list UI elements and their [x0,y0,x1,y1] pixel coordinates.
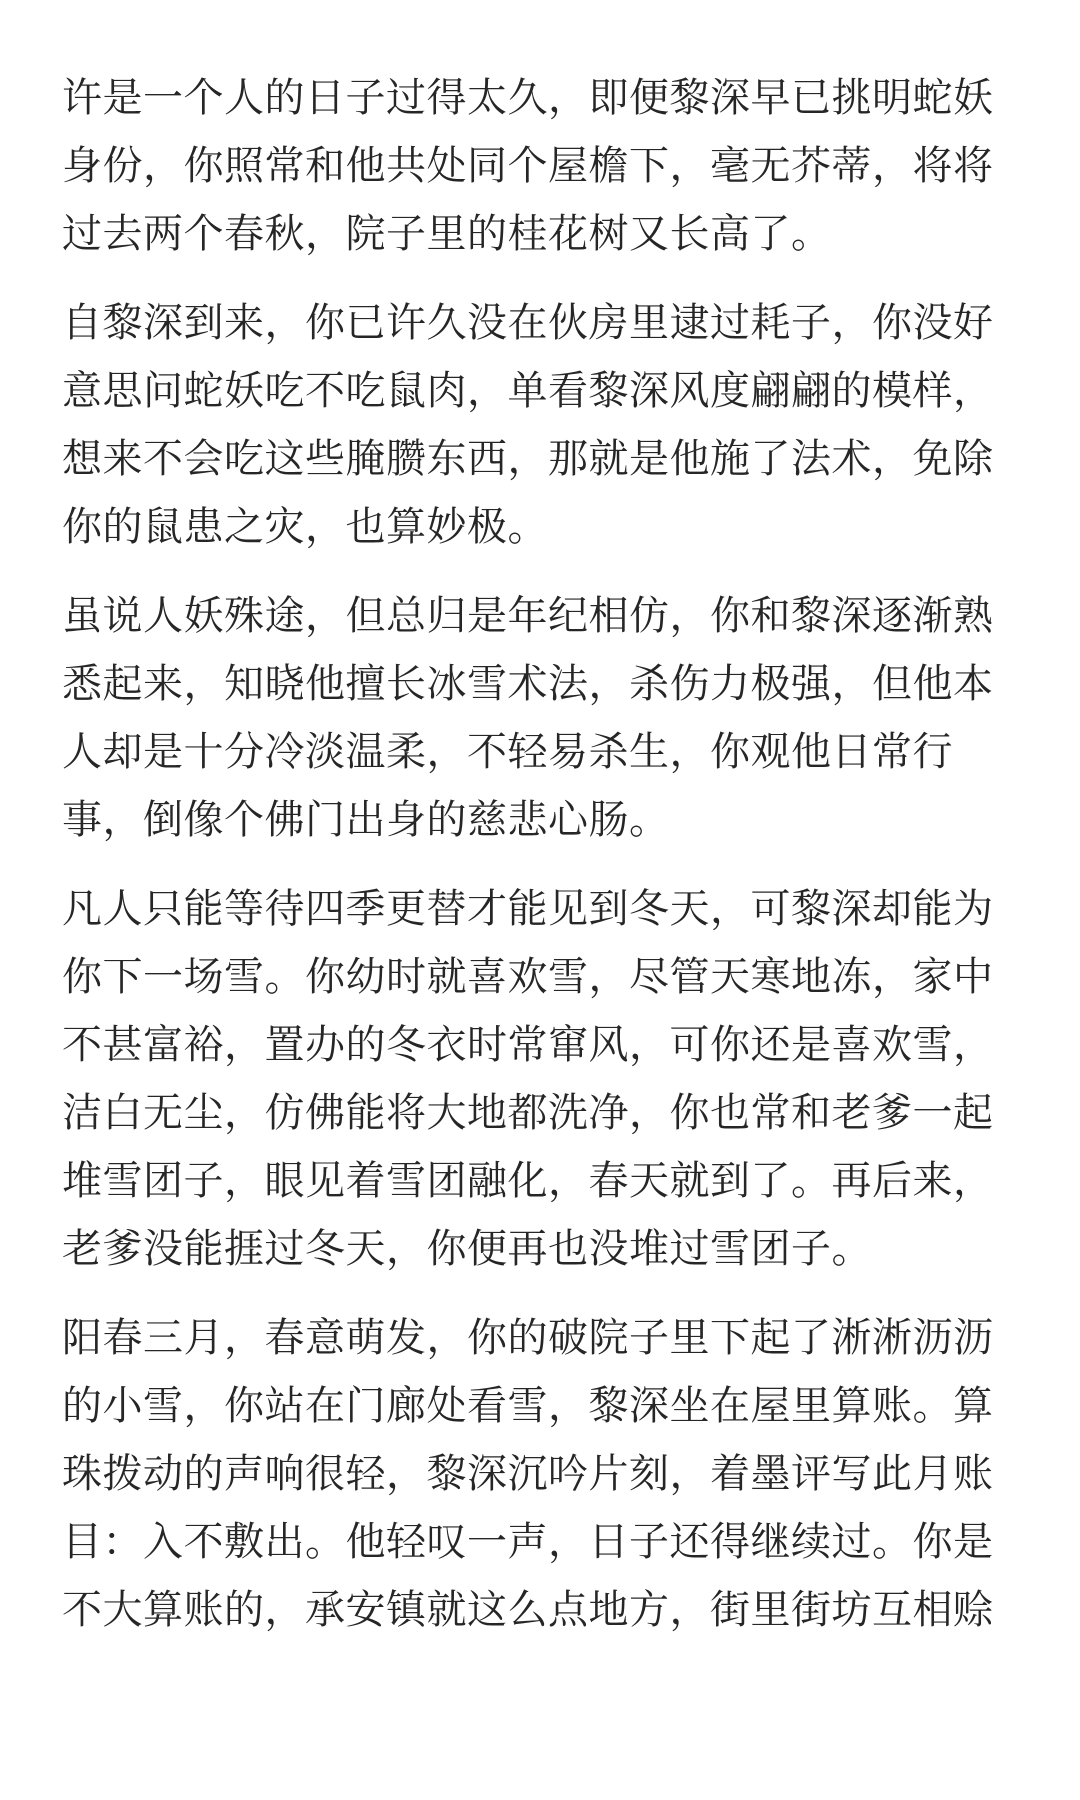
paragraph-2: 自黎深到来，你已许久没在伙房里逮过耗子，你没好 意思问蛇妖吃不吃鼠肉，单看黎深风度翩翩的模样， 想来不会吃这些腌臜东西，那就是他施了法术，免除 你的鼠患之灾，也算妙极。 [62,300,994,550]
paragraph-1: 许是一个人的日子过得太久，即便黎深早已挑明蛇妖 身份，你照常和他共处同个屋檐下，毫无芥蒂，将将 过去两个春秋，院子里的桂花树又长高了。 [62,75,994,257]
paragraph-4: 凡人只能等待四季更替才能见到冬天，可黎深却能为 你下一场雪。你幼时就喜欢雪，尽管天寒地冻，家中 不甚富裕，置办的冬衣时常窜风，可你还是喜欢雪， 洁白无尘，仿佛能将大地都洗净，你也常和老爹一起 堆雪团子，眼见着雪团融化，春天就到了。再后来， 老爹没能捱过冬天，你便再也没堆过雪团子。 [62,886,994,1272]
paragraph-5: 阳春三月，春意萌发，你的破院子里下起了淅淅沥沥 的小雪，你站在门廊处看雪，黎深坐在屋里算账。算 珠拨动的声响很轻，黎深沉吟片刻，着墨评写此月账 目：入不敷出。他轻叹一声，日子还得继续过。你是 不大算账的，承安镇就这么点地方，街里街坊互相赊 [62,1315,994,1633]
article-body [62,64,1022,1665]
paragraph-3: 虽说人妖殊途，但总归是年纪相仿，你和黎深逐渐熟 悉起来，知晓他擅长冰雪术法，杀伤力极强，但他本 人却是十分冷淡温柔，不轻易杀生，你观他日常行 事，倒像个佛门出身的慈悲心肠。 [62,593,994,843]
